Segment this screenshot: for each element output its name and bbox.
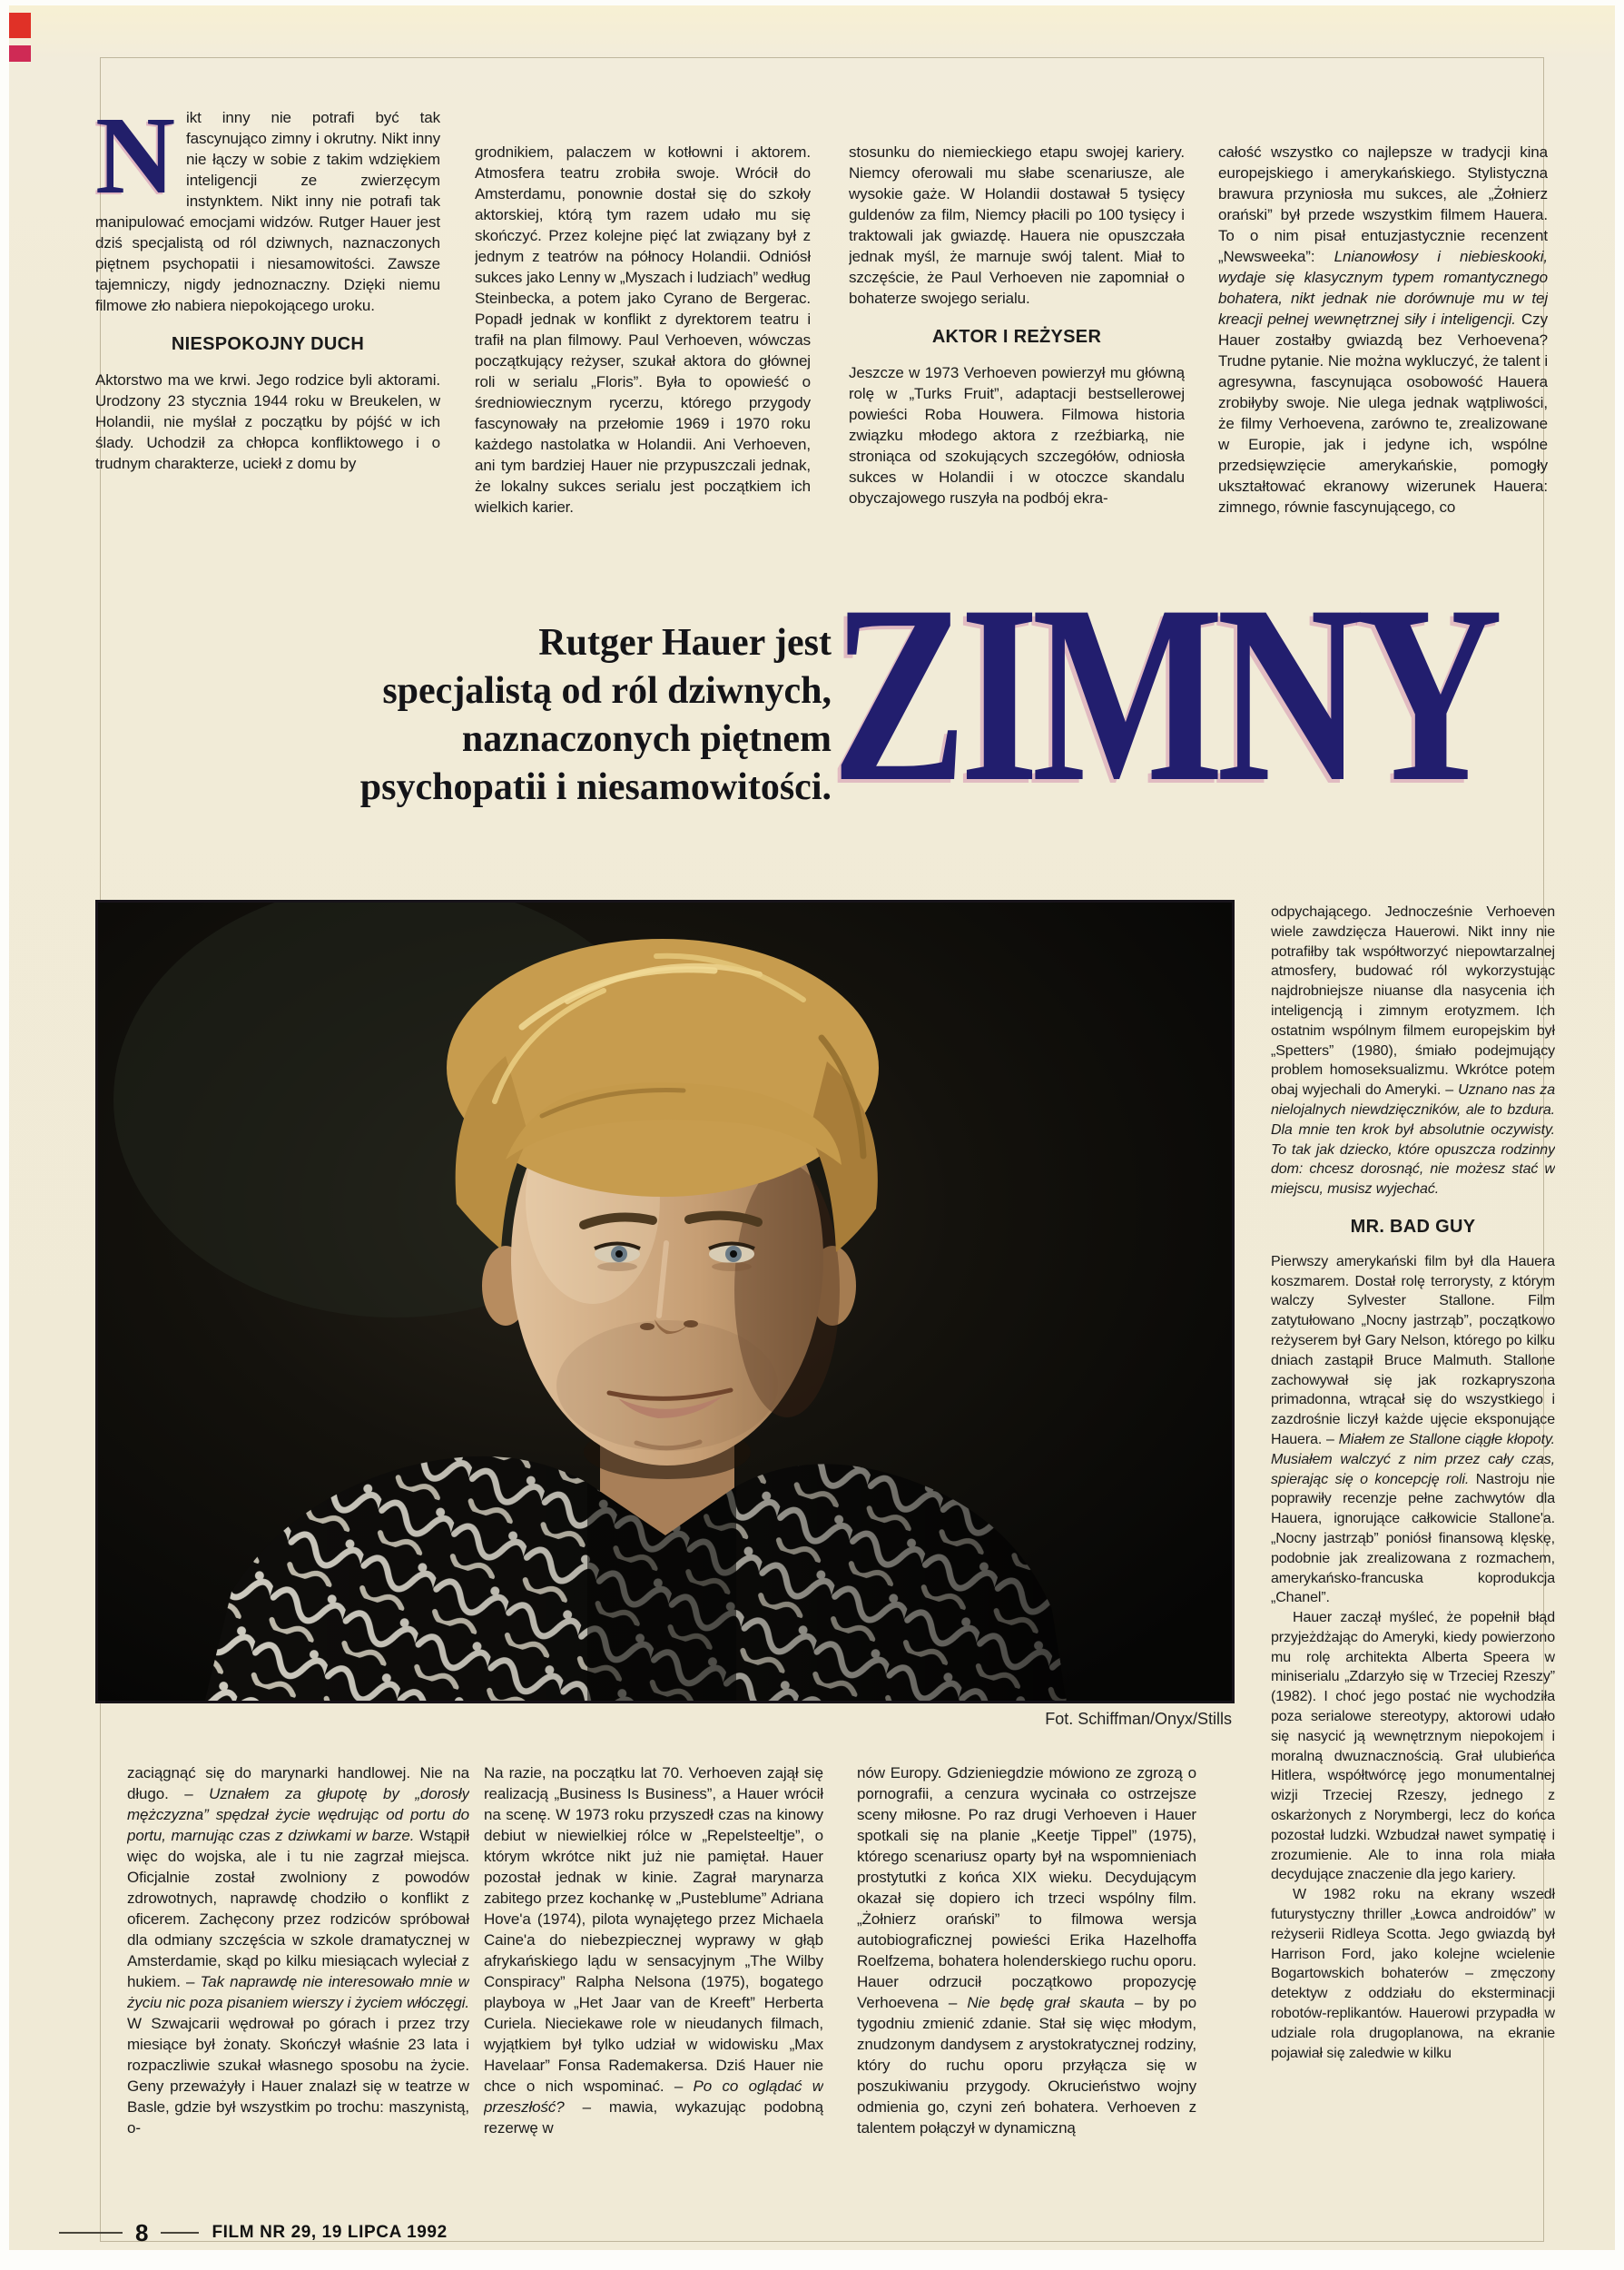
page-number: 8 xyxy=(135,2219,149,2246)
rutger-hauer-photo xyxy=(95,900,1235,1703)
article-column-1 xyxy=(95,107,440,574)
body-paragraph: Aktorstwo ma we krwi. Jego rodzice byli aktorami. Urodzony 23 stycznia 1944 roku w Breukelen, w Holandii, nie myślał z początku by pójść w ich ślady. Uchodził za chłopca konfliktowego i o trudnym charakterze, uciekł z domu by xyxy=(95,371,440,472)
body-paragraph: Hauer zaczął myśleć, że popełnił błąd przyjeżdżając do Ameryki, kiedy powierzono mu rolę architekta Alberta Speera w miniserialu „Zdarzyło się w Trzeciej Rzeszy” (1982). I choć jego postać nie wychodziła poza serialowe stereotypy, aktorowi udało się nasycić ją wewnętrznym niepokojem i moralną dwuznacznością. Grał ulubieńca Hitlera, współtwórcę jego monumentalnej wizji Trzeciej Rzeszy, jednego z oskarżonych z Norymbergi, lecz do końca pozostał ludzki. Wzbudzał nawet sympatię i zrozumienie. Ale to inna rola miała decydujące znaczenie dla jego kariery. xyxy=(1271,1610,1555,1883)
footer-rule xyxy=(161,2232,199,2234)
lead-line: specjalistą od ról dziwnych, xyxy=(382,670,832,712)
body-paragraph: Nikt inny nie potrafi być tak fascynująco zimny i okrutny. Nikt inny nie łączy w sobie z takim wdziękiem inteligencji ze zwierzęcym instynktem. Nikt inny nie potrafi tak manipulować emocjami widzów. Rutger Hauer jest dziś specjalistą od ról dziwnych, naznaczonych piętnem psychopatii i niesamowitości. Zawsze tajemniczy, nigdy jednoznaczny. Dzięki niemu filmowe zło nabiera niepokojącego uroku. xyxy=(95,107,440,314)
article-column-bottom-3 xyxy=(857,1762,1196,2224)
page-paper xyxy=(9,5,1615,2250)
page-footer xyxy=(59,2221,448,2245)
lead-line: psychopatii i niesamowitości. xyxy=(359,766,832,808)
section-heading: NIESPOKOJNY DUCH xyxy=(171,334,365,354)
article-lead-in xyxy=(100,619,832,812)
section-heading: MR. BAD GUY xyxy=(1350,1216,1476,1237)
body-paragraph: zaciągnąć się do marynarki handlowej. Nie na długo. – Uznałem za głupotę by „dorosły mężczyzna” spędzał życie wędrując od portu do portu, marnując czas z dziwkami w barze. Wstąpił więc do wojska, ale i tu nie zagrzał miejsca. Oficjalnie został zwolniony z powodów zdrowotnych, naprawdę chodziło o konflikt z oficerem. Zachęcony przez rodziców spróbował dla odmiany szczęścia w szkole dramatycznej w Amsterdamie, skąd po kilku miesiącach wyleciał z hukiem. – Tak naprawdę nie interesowało mnie w życiu nic poza pisaniem wierszy i życiem włóczęgi. W Szwajcarii wędrował po górach i przez trzy miesiące był żonaty. Skończył właśnie 23 lata i rozpaczliwie szukał własnego sposobu na życie. Geny przeważyły i Hauer znalazł się w teatrze w Basle, gdzie był wszystkim po trochu: maszynistą, o- xyxy=(127,1764,469,2137)
body-paragraph: Jeszcze w 1973 Verhoeven powierzył mu główną rolę w „Turks Fruit”, adaptacji bestsellerowej powieści Roba Houwera. Filmowa historia związku młodego aktora z rzeźbiarką, nie stroniąca od szokujących szczegółów, odniosła sukces w Holandii i w otoczce skandalu obyczajowego ruszyła na podbój ekra- xyxy=(849,364,1185,507)
lead-line: naznaczonych piętnem xyxy=(461,718,832,760)
issue-label: FILM NR 29, 19 LIPCA 1992 xyxy=(212,2223,448,2242)
drop-cap: N xyxy=(95,107,176,217)
photo-credit: Fot. Schiffman/Onyx/Stills xyxy=(1045,1710,1232,1728)
article-column-bottom-1 xyxy=(127,1762,469,2224)
body-paragraph: grodnikiem, palaczem w kotłowni i aktorem. Atmosfera teatru zrobiła swoje. Wrócił do Amsterdamu, ponownie dostał się do szkoły aktorskiej, którą tym razem udało mu się skończyć. Przez kolejne pięć lat związany był z jednym z teatrów na północy Holandii. Odniósł sukces jako Lenny w „Myszach i ludziach” według Steinbecka, a potem jako Cyrano de Bergerac. Popadł jednak w konflikt z dyrektorem teatru i trafił na plan filmowy. Paul Verhoeven, wówczas początkujący reżyser, szukał aktora do głównej roli w serialu „Floris”. Była to opowieść o średniowiecznym rycerzu, którego przygody fascynowały na przełomie 1969 i 1970 roku każdego nastolatka w Holandii. Ani Verhoeven, ani tym bardziej Hauer nie przypuszczali jednak, że lokalny sukces serialu jest początkiem ich wielkich karier. xyxy=(475,143,811,516)
body-paragraph: całość wszystko co najlepsze w tradycji kina europejskiego i amerykańskiego. Stylistyczna brawura przyniosła mu sukces, ale „Żołnierz orański” był przede wszystkim filmem Hauera. To o nim pisał entuzjastycznie recenzent „Newsweeka”: Lnianowłosy i niebieskooki, wydaje się klasycznym typem romantycznego bohatera, nikt jednak nie dorównuje mu w tej kreacji pełnej wewnętrznej siły i inteligencji. Czy Hauer zostałby gwiazdą bez Verhoevena? Trudne pytanie. Nie można wykluczyć, że talent i agresywna, fascynująca osobowość Hauera zrobiłyby swoje. Nie ulega jednak wątpliwości, że filmy Verhoevena, zarówno te, zrealizowane w Europie, jak i jedyne ich, wspólne przedsięwzięcie amerykańskie, pomogły ukształtować ekranowy wizerunek Hauera: zimnego, równie fascynującego, co xyxy=(1218,143,1548,516)
body-paragraph: W 1982 roku na ekrany wszedł futurystyczny thriller „Łowca androidów” w reżyserii Ridleya Scotta. Jego gwiazdą był Harrison Ford, jako kolejne wcielenie Bogartowskich bohaterów – zmęczony detektyw z oddziału do eksterminacji robotów-replikantów. Hauerowi przypadła w udziale rola drugoplanowa, na ekranie pojawiał się zaledwie w kilku xyxy=(1271,1887,1555,2061)
registration-mark-icon xyxy=(9,45,31,62)
article-column-bottom-2 xyxy=(484,1762,823,2224)
article-column-2 xyxy=(475,142,811,596)
article-column-4 xyxy=(1218,142,1548,601)
body-paragraph: stosunku do niemieckiego etapu swojej kariery. Niemcy oferowali mu słabe scenariusze, ale wysokie gaże. W Holandii dostawał 5 tysięcy guldenów za film, Niemcy płacili po 100 tysięcy i traktowali jak gwiazdę. Hauera nie opuszczała jednak myśl, że marnuje swój talent. Miał to szczęście, że Paul Verhoeven nie zapomniał o bohaterze swojego serialu. xyxy=(849,143,1185,307)
registration-mark-icon xyxy=(9,13,31,38)
footer-rule xyxy=(59,2232,123,2234)
body-paragraph: nów Europy. Gdzieniegdzie mówiono ze zgrozą o pornografii, a cenzura wycinała co ostrzejsze sceny miłosne. Po raz drugi Verhoeven i Hauer spotkali się na planie „Keetje Tippel” (1975), którego scenariusz oparty był na wspomnieniach prostytutki z końca XIX wieku. Decydującym okazał się dopiero ich trzeci wspólny film. „Żołnierz orański” to filmowa wersja autobiograficznej powieści Erika Hazelhoffa Roelfzema, bohatera holenderskiego ruchu oporu. Hauer odrzucił początkowo propozycję Verhoevena – Nie będę grał skauta – by po tygodniu zmienić zdanie. Stał się więc młodym, znudzonym dandysem z arystokratycznej rodziny, który do ruchu oporu przyłącza się w poszukiwaniu przygody. Okrucieństwo wojny odmienia go, czyni zeń bohatera. Verhoeven z talentem połączył w dynamiczną xyxy=(857,1764,1196,2137)
body-paragraph: Pierwszy amerykański film był dla Hauera koszmarem. Dostał rolę terrorysty, z którym walczy Sylvester Stallone. Film zatytułowano „Nocny jastrząb”, początkowo reżyserem był Gary Nelson, którego po kilku dniach zastąpił Bruce Malmuth. Stallone zachowywał się jak rozkapryszona primadonna, wtrącał się do wszystkiego i zazdrośnie liczył każde ujęcie eksponujące Hauera. – Miałem ze Stallone ciągłe kłopoty. Musiałem walczyć z nim przez cały czas, spierając się o koncepcję roli. Nastroju nie poprawiły recenzje pełne zachwytów dla Hauera, ignorujące całkowicie Stallone'a. „Nocny jastrząb” poniósł finansową klęskę, podobnie jak zrealizowana z rozmachem, amerykańsko-francuska koprodukcja „Chanel”. xyxy=(1271,1253,1555,1606)
article-column-3 xyxy=(849,142,1185,596)
portrait-illustration xyxy=(95,900,1235,1703)
article-column-side xyxy=(1271,903,1555,2237)
section-heading: AKTOR I REŻYSER xyxy=(931,327,1102,347)
body-paragraph: odpychającego. Jednocześnie Verhoeven wiele zawdzięcza Hauerowi. Nikt inny nie potrafiłby tak współtworzyć niepowtarzalnej atmosfery, budować ról wykorzystując najdrobniejsze niuanse dla nasycenia ich inteligencją i zimnym erotyzmem. Ich ostatnim wspólnym filmem europejskim był „Spetters” (1980), śmiało podejmujący problem homoseksualizmu. Wkrótce potem obaj wyjechali do Ameryki. – Uznano nas za nielojalnych niewdzięczników, ale to bzdura. Dla mnie ten krok był absolutnie oczywisty. To tak jak dziecko, które opuszcza rodzinny dom: chcesz dorosnąć, nie możesz stać w miejscu, musisz wyjechać. xyxy=(1271,904,1555,1198)
lead-line: Rutger Hauer jest xyxy=(538,622,832,664)
body-paragraph: Na razie, na początku lat 70. Verhoeven zajął się realizacją „Business Is Business”, a Hauer wrócił na scenę. W 1973 roku przyszedł czas na kinowy debiut w niewielkiej rólce w „Repelsteeltje”, o którym wkrótce nikt już nie pamiętał. Hauer pozostał jednak w kinie. Zagrał marynarza zabitego przez kochankę w „Pusteblume” Adriana Hove'a (1974), pilota wynajętego przez Michaela Caine'a do niebezpiecznej wyprawy w głąb afrykańskiego lądu w sensacyjnym „The Wilby Conspiracy” Ralpha Nelsona (1975), bogatego playboya w „Het Jaar van de Kreeft” Herberta Curiela. Nieciekawe role w nieudanych filmach, wyjątkiem był tylko udział w widowisku „Max Havelaar” Fonsa Rademakersa. Dziś Hauer nie chce o nich wspominać. – Po co oglądać w przeszłość? – mawia, wykazując podobną rezerwę w xyxy=(484,1764,823,2137)
article-title: ZIMNY xyxy=(832,552,1496,834)
